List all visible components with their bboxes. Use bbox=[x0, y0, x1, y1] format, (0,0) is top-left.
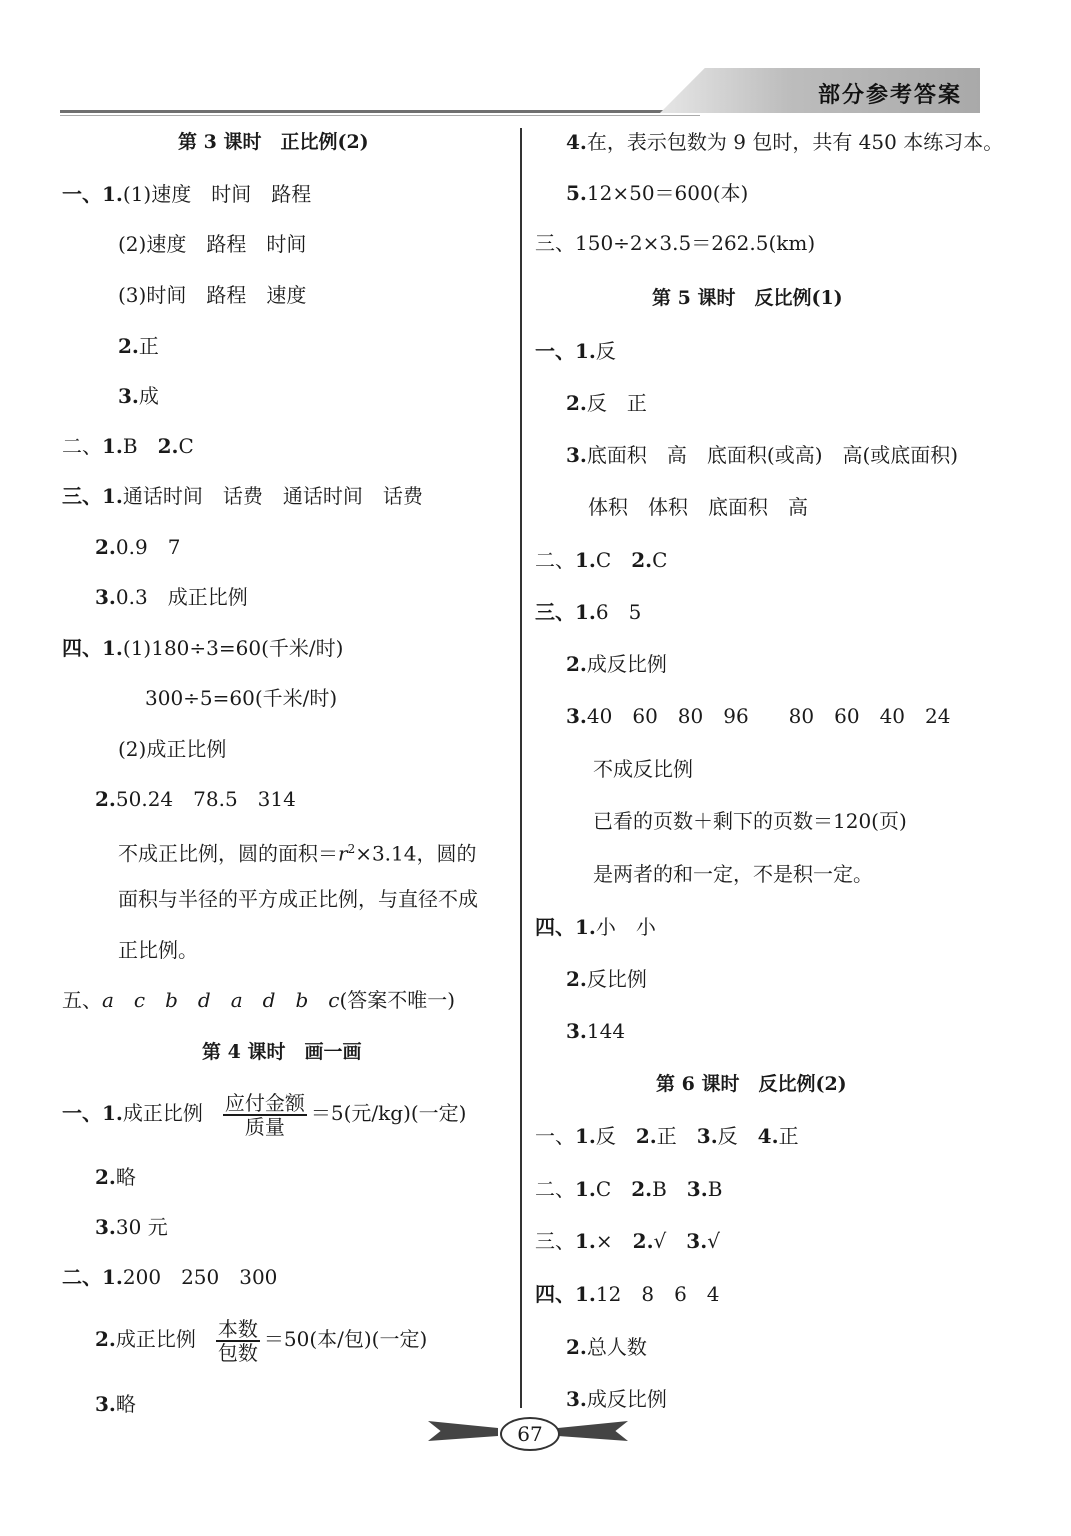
answer-line: 2.正 bbox=[118, 334, 159, 358]
answer-line: 一、1.反 bbox=[535, 339, 616, 363]
answer-line: 3.144 bbox=[566, 1019, 626, 1043]
answer-line: 2.成反比例 bbox=[566, 652, 667, 676]
answer-line: (2)速度 路程 时间 bbox=[118, 232, 307, 256]
answer-line: 3.底面积 高 底面积(或高) 高(或底面积) bbox=[566, 443, 959, 467]
answer-line: 2.0.9 7 bbox=[95, 535, 181, 559]
answer-line: 4.在，表示包数为 9 包时，共有 450 本练习本。 bbox=[566, 130, 1004, 154]
answer-line: 3.40 60 80 96 80 60 40 24 bbox=[566, 704, 951, 728]
answer-line-fraction: 一、1.成正比例 $\frac{\text{应付金额}}{\text{质量}}$ ＝5(元/kg)(一定) bbox=[62, 1090, 467, 1139]
answer-line: 四、1.小 小 bbox=[535, 915, 656, 939]
answer-line: 不成正比例，圆的面积$=r^2\times 3.14$，圆的 bbox=[118, 841, 477, 866]
answer-line: 2.略 bbox=[95, 1165, 136, 1189]
answer-line: (3)时间 路程 速度 bbox=[118, 283, 307, 307]
column-divider bbox=[520, 128, 522, 1408]
answer-line: 2.反比例 bbox=[566, 967, 647, 991]
page-number: 67 bbox=[500, 1417, 560, 1451]
answer-line: 二、1.C 2.C bbox=[535, 548, 668, 572]
answer-line: 3.略 bbox=[95, 1392, 136, 1416]
answer-line-fraction: 2.成正比例 $\frac{\text{本数}}{\text{包数}}$ ＝50(本/包)(一定) bbox=[95, 1316, 428, 1365]
header-rule-thin bbox=[60, 115, 700, 116]
answer-line: 已看的页数＋剩下的页数＝120(页) bbox=[593, 809, 907, 833]
page-ornament-right bbox=[558, 1421, 628, 1441]
answer-line: 2.50.24 78.5 314 bbox=[95, 787, 296, 811]
page-ornament-left bbox=[428, 1421, 498, 1441]
answer-line: 3.0.3 成正比例 bbox=[95, 585, 248, 609]
answer-line: 五、a c b d a d b c(答案不唯一) bbox=[62, 988, 456, 1012]
answer-line: 3.30 元 bbox=[95, 1215, 168, 1239]
answer-line: 一、1.反 2.正 3.反 4.正 bbox=[535, 1124, 799, 1148]
answer-line: 三、1.通话时间 话费 通话时间 话费 bbox=[62, 484, 423, 508]
section-heading-lesson3: 第 3 课时 正比例(2) bbox=[178, 131, 369, 153]
answer-line: 2.总人数 bbox=[566, 1335, 647, 1359]
answer-line: 四、1.(1)180÷3=60(千米/时) bbox=[62, 636, 344, 660]
section-heading-lesson6: 第 6 课时 反比例(2) bbox=[656, 1073, 847, 1095]
answer-line: 一、1.(1)速度 时间 路程 bbox=[62, 182, 312, 206]
section-heading-lesson4: 第 4 课时 画一画 bbox=[202, 1041, 362, 1063]
answer-line: 三、1.6 5 bbox=[535, 600, 642, 624]
answer-line: 3.成 bbox=[118, 384, 159, 408]
answer-line: 三、1.× 2.√ 3.√ bbox=[535, 1229, 720, 1253]
answer-line: 面积与半径的平方成正比例，与直径不成 bbox=[118, 887, 478, 911]
answer-line: 2.反 正 bbox=[566, 391, 647, 415]
answer-line: 三、150÷2×3.5＝262.5(km) bbox=[535, 231, 816, 255]
fraction: $\frac{\text{应付金额}}{\text{质量}}$ bbox=[224, 1090, 305, 1139]
answer-line: 3.成反比例 bbox=[566, 1387, 667, 1411]
answer-line: 体积 体积 底面积 高 bbox=[588, 495, 808, 519]
answer-line: 四、1.12 8 6 4 bbox=[535, 1282, 720, 1306]
header-title: 部分参考答案 bbox=[818, 82, 963, 108]
answer-line: 二、1.C 2.B 3.B bbox=[535, 1177, 723, 1201]
answer-line: 二、1.B 2.C bbox=[62, 434, 194, 458]
answer-line: 5.12×50＝600(本) bbox=[566, 181, 749, 205]
answer-line: 是两者的和一定，不是积一定。 bbox=[593, 862, 873, 886]
answer-line: 不成反比例 bbox=[593, 757, 693, 781]
answer-line: 300÷5=60(千米/时) bbox=[145, 686, 338, 710]
answer-line: (2)成正比例 bbox=[118, 737, 227, 761]
answer-line: 二、1.200 250 300 bbox=[62, 1265, 278, 1289]
fraction: $\frac{\text{本数}}{\text{包数}}$ bbox=[217, 1316, 258, 1365]
answer-line: 正比例。 bbox=[118, 938, 198, 962]
section-heading-lesson5: 第 5 课时 反比例(1) bbox=[652, 287, 843, 309]
